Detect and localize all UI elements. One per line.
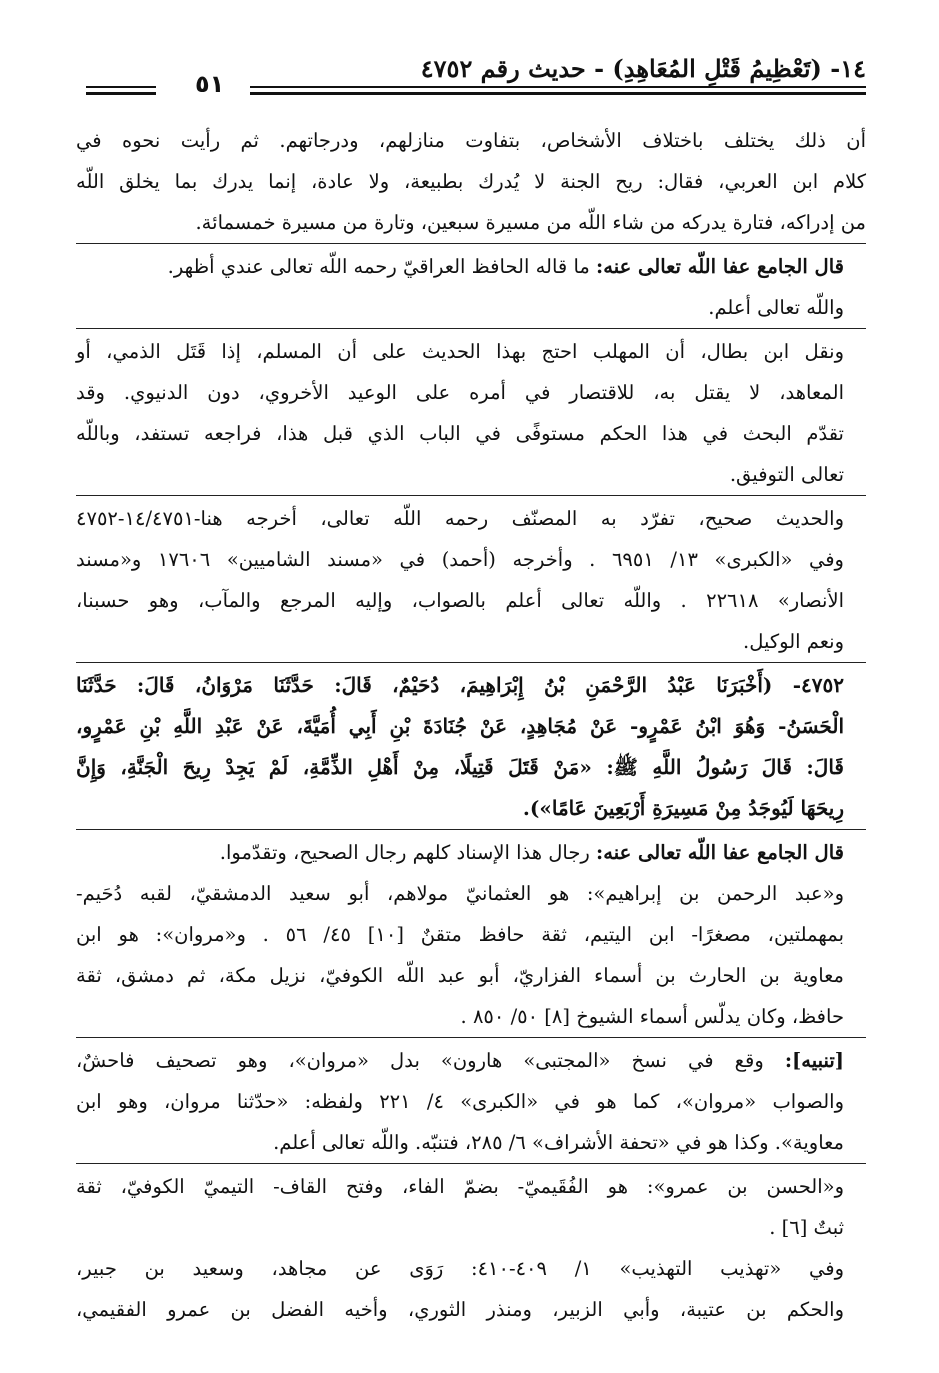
- running-title: ١٤- (تَعْظِيمُ قَتْلِ المُعَاهِدِ) - حديث رقم ٤٧٥٢: [420, 54, 866, 83]
- paragraph: [76, 243, 866, 328]
- text-line: معاوية بن الحارث بن أسماء الفزاريّ، أبو عبد اللّه الكوفيّ، نزيل مكة، ثم دمشق، ثقة: [76, 964, 844, 987]
- text-line: ٤٧٥٢- (أَخْبَرَنَا عَبْدُ الرَّحْمَنِ بْنُ إِبْرَاهِيمَ، دُحَيْمٌ، قَالَ: حَدَّثَنَا مَرْوَانُ، قَالَ: حَدَّثَنَا: [76, 673, 844, 697]
- text-span: ما قاله الحافظ العراقيّ رحمه اللّه تعالى عندي أظهر.: [167, 255, 590, 278]
- text-line: والحديث صحيح، تفرّد به المصنّف رحمه اللّه تعالى، أخرجه هنا-١٤/٤٧٥١-٤٧٥٢: [76, 507, 844, 530]
- text-line: المعاهد، لا يقتل به، للاقتصار في أمره على الوعيد الأخروي، دون الدنيوي. وقد: [76, 381, 844, 404]
- text-line: تعالى التوفيق.: [729, 463, 844, 486]
- compiler-note-label: قال الجامع عفا اللّه تعالى عنه:: [596, 841, 844, 864]
- text-line: وفي «تهذيب التهذيب» ١/ ٤٠٩-٤١٠: رَوَى عن مجاهد، وسعيد بن جبير،: [76, 1257, 844, 1280]
- text-span: رجال هذا الإسناد كلهم رجال الصحيح، وتقدّموا.: [219, 841, 590, 864]
- text-line: وفي «الكبرى» ١٣/ ٦٩٥١ . وأخرجه (أحمد) في «مسند الشاميين» ١٧٦٠٦ و«مسند: [76, 548, 844, 571]
- paragraph: [76, 1248, 866, 1330]
- text-line: والصواب «مروان»، كما هو في «الكبرى» ٤/ ٢٢١ ولفظه: «حدّثنا مروان، وهو ابن: [76, 1090, 844, 1113]
- paragraph: [76, 1037, 866, 1163]
- paragraph: [76, 873, 866, 1037]
- page-number: ٥١: [195, 70, 225, 98]
- text-line: من إدراكه، فتارة يدركه من شاء اللّه من مسيرة سبعين، وتارة من مسيرة خمسمائة.: [195, 211, 866, 234]
- text-line: [76, 1040, 866, 1081]
- page-body: [76, 120, 866, 1330]
- text-line: ثبتٌ [٦] .: [769, 1216, 844, 1239]
- text-line: معاوية». وكذا هو في «تحفة الأشراف» ٦/ ٢٨٥، فتنبّه. واللّه تعالى أعلم.: [273, 1131, 844, 1154]
- compiler-note-label: قال الجامع عفا اللّه تعالى عنه:: [596, 255, 844, 278]
- text-line: [76, 832, 866, 873]
- header-rule: [86, 92, 156, 95]
- text-line: تقدّم البحث في هذا الحكم مستوفًى في الباب الذي قبل هذا، فراجعه تستفد، وباللّه: [76, 422, 844, 445]
- text-line: [76, 246, 866, 287]
- note-label: [تنبيه]:: [784, 1049, 844, 1072]
- text-line: الْحَسَنُ- وَهُوَ ابْنُ عَمْرٍو- عَنْ مُجَاهِدٍ، عَنْ جُنَادَةَ بْنِ أَبِي أُمَيَّةَ، عَنْ عَبْدِ اللَّهِ بْنِ عَمْرٍو،: [76, 714, 844, 738]
- text-span: وقع في نسخ «المجتبى» هارون» بدل «مروان»، وهو تصحيف فاحشٌ،: [76, 1049, 764, 1072]
- paragraph: [76, 328, 866, 495]
- text-line: الأنصار» ٢٢٦١٨ . واللّه تعالى أعلم بالصواب، وإليه المرجع والمآب، وهو حسبنا،: [76, 589, 844, 612]
- text-line: والحكم بن عتيبة، وأبي الزبير، ومنذر الثوري، وأخيه الفضل بن عمرو الفقيمي،: [76, 1298, 844, 1321]
- paragraph: [76, 495, 866, 662]
- paragraph: [76, 120, 866, 243]
- text-line: رِيحَهَا لَيُوجَدُ مِنْ مَسِيرَةِ أَرْبَعِينَ عَامًا»).: [522, 796, 844, 820]
- hadith-text: [76, 662, 866, 829]
- paragraph: [76, 1163, 866, 1248]
- page-header: [80, 52, 866, 102]
- text-line: واللّه تعالى أعلم.: [708, 296, 844, 319]
- text-line: قَالَ: قَالَ رَسُولُ اللَّهِ ﷺ: «مَنْ قَتَلَ قَتِيلًا، مِنْ أَهْلِ الذِّمَّةِ، لَمْ يَجِدْ رِيحَ الْجَنَّةِ، وَإِنَّ: [76, 755, 844, 779]
- header-rule: [250, 86, 866, 88]
- text-line: و«الحسن بن عمرو»: هو الفُقَيميّ- بضمّ الفاء، وفتح القاف- التيميّ الكوفيّ، ثقة: [76, 1175, 844, 1198]
- text-line: حافظ، وكان يدلّس أسماء الشيوخ [٨] ٥٠/ ٨٥٠ .: [460, 1005, 844, 1028]
- text-line: أن ذلك يختلف باختلاف الأشخاص، بتفاوت منازلهم، ودرجاتهم. ثم رأيت نحوه في: [76, 129, 866, 152]
- header-rule: [86, 86, 156, 88]
- text-line: ونعم الوكيل.: [743, 630, 844, 653]
- text-line: كلام ابن العربي، فقال: ريح الجنة لا يُدرك بطبيعة، ولا عادة، إنما يدرك بما يخلق اللّه: [76, 170, 866, 193]
- text-line: و«عبد الرحمن بن إبراهيم»: هو العثمانيّ مولاهم، أبو سعيد الدمشقيّ، لقبه دُحَيم-: [76, 882, 844, 905]
- header-rule: [250, 92, 866, 95]
- text-line: بمهملتين، مصغرًا- ابن اليتيم، ثقة حافظ متقنٌ [١٠] ٤٥/ ٥٦ . و«مروان»: هو ابن: [76, 923, 844, 946]
- text-line: ونقل ابن بطال، أن المهلب احتج بهذا الحديث على أن المسلم، إذا قَتَل الذمي، أو: [76, 340, 844, 363]
- paragraph: [76, 829, 866, 873]
